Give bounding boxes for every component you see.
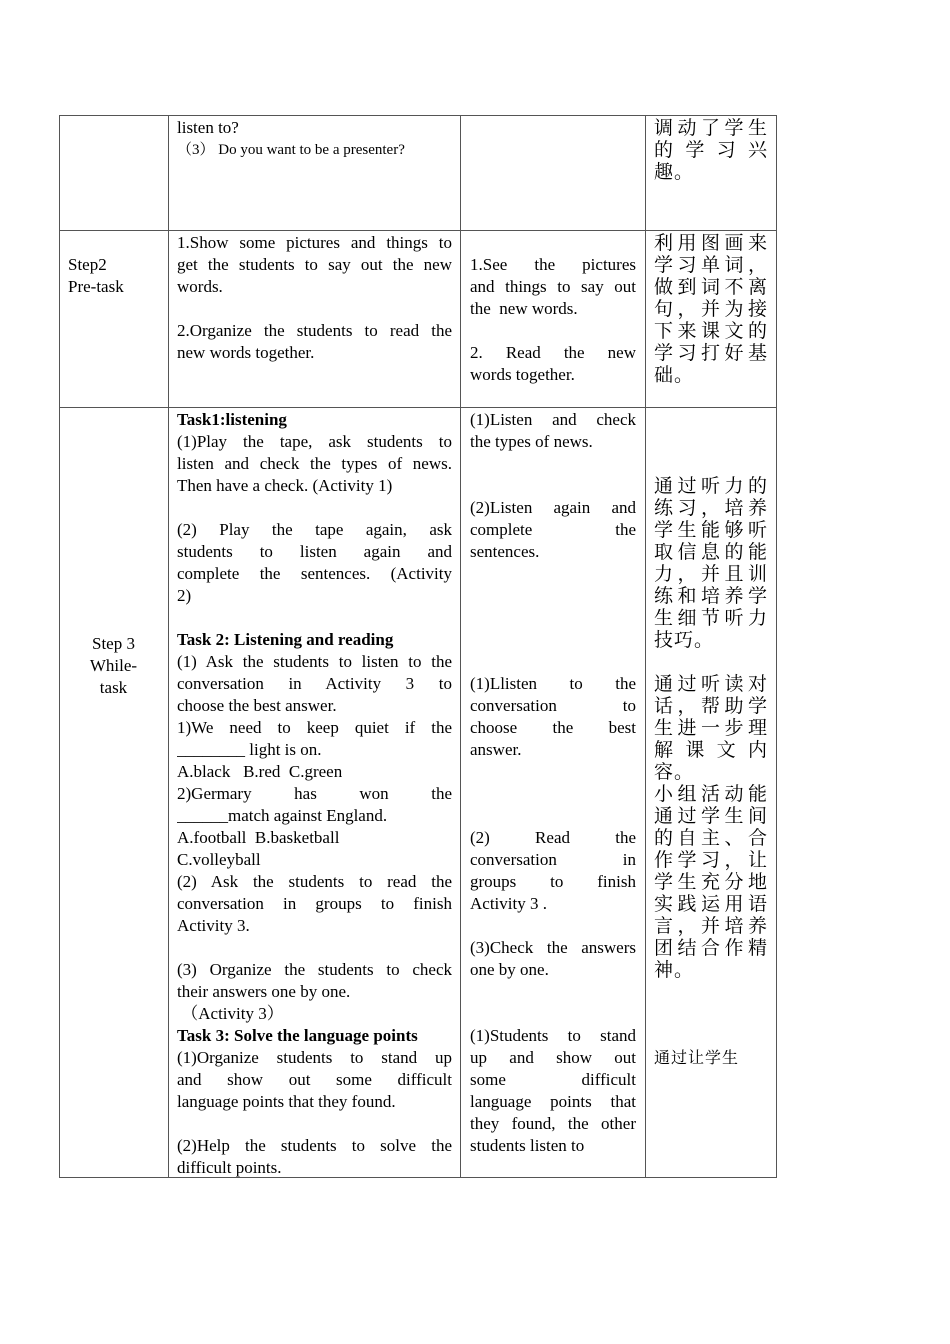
text-line: listen and check the types of news.: [177, 454, 452, 473]
row2-teacher-activity: [177, 232, 452, 364]
text-line: 调动了学生: [654, 117, 768, 139]
row2-purpose: [654, 232, 768, 386]
text-line: Pre-task: [68, 277, 124, 296]
text-line: 2)Germary has won the: [177, 784, 452, 803]
text-line: [470, 981, 636, 1003]
text-line: 生细节听力: [654, 607, 768, 629]
text-line: (3)Check the answers: [470, 938, 636, 957]
text-line: the types of news.: [470, 432, 593, 451]
text-line: [470, 585, 636, 607]
text-line: sentences.: [470, 542, 540, 561]
row1-purpose: [654, 117, 768, 183]
text-line: some difficult: [470, 1070, 636, 1089]
text-line: [470, 1003, 636, 1025]
text-line: 1.Show some pictures and things to: [177, 233, 452, 252]
text-line: get the students to say out the new: [177, 255, 452, 274]
text-line: Task 3: Solve the language points: [177, 1026, 418, 1045]
text-line: 趣。: [654, 161, 695, 183]
text-line: (2)Listen again and: [470, 498, 636, 517]
text-line: Task 2: Listening and reading: [177, 630, 394, 649]
text-line: [177, 937, 452, 959]
text-line: choose the best answer.: [177, 696, 337, 715]
text-line: 的自主、合: [654, 827, 768, 849]
column-divider: [460, 116, 461, 1177]
text-line: 小组活动能: [654, 783, 768, 805]
text-line: 2): [177, 586, 192, 605]
text-line: While-: [89, 656, 138, 675]
text-line: and things to say out: [470, 277, 636, 296]
text-line: students to listen again and: [177, 542, 452, 561]
text-line: 学生能够听: [654, 519, 768, 541]
row-divider: [60, 407, 776, 408]
text-line: [654, 651, 768, 673]
text-line: (3) Organize the students to check: [177, 960, 452, 979]
text-line: （3） Do you want to be a presenter?: [177, 142, 405, 158]
text-line: conversation in: [470, 850, 636, 869]
text-line: [654, 409, 768, 431]
text-line: [470, 629, 636, 651]
text-line: (2) Play the tape again, ask: [177, 520, 452, 539]
text-line: ______match against England.: [177, 806, 388, 825]
text-line: [177, 298, 452, 320]
text-line: 通过学生间: [654, 805, 768, 827]
text-line: complete the: [470, 520, 636, 539]
text-line: Task1:listening: [177, 410, 287, 429]
text-line: (2)Help the students to solve the: [177, 1136, 452, 1155]
text-line: words together.: [470, 365, 575, 384]
text-line: [470, 915, 636, 937]
text-line: 2.Organize the students to read the: [177, 321, 452, 340]
row1-teacher-activity: [177, 117, 452, 161]
text-line: 通过听力的: [654, 475, 768, 497]
text-line: [470, 607, 636, 629]
text-line: answer.: [470, 740, 522, 759]
column-divider: [168, 116, 169, 1177]
text-line: [470, 805, 636, 827]
row2-step-label: [68, 254, 163, 298]
row3-purpose: [654, 409, 768, 1069]
text-line: 练和培养学: [654, 585, 768, 607]
row2-student-activity: [470, 232, 636, 386]
text-line: task: [99, 678, 128, 697]
text-line: (1)Play the tape, ask students to: [177, 432, 452, 451]
text-line: (1)Listen and check: [470, 410, 636, 429]
text-line: complete the sentences. (Activity: [177, 564, 452, 583]
text-line: [177, 497, 452, 519]
text-line: conversation in groups to finish: [177, 894, 452, 913]
text-line: 2. Read the new: [470, 343, 636, 362]
text-line: A.black B.red C.green: [177, 762, 343, 781]
row3-student-activity: [470, 409, 636, 1157]
text-line: ________ light is on.: [177, 740, 322, 759]
column-divider: [645, 116, 646, 1177]
text-line: (1)Organize students to stand up: [177, 1048, 452, 1067]
text-line: 础。: [654, 364, 695, 386]
text-line: A.football B.basketball: [177, 828, 340, 847]
text-line: 1.See the pictures: [470, 255, 636, 274]
text-line: they found, the other: [470, 1114, 636, 1133]
text-line: [177, 607, 452, 629]
row3-teacher-activity: [177, 409, 452, 1179]
text-line: conversation to: [470, 696, 636, 715]
text-line: their answers one by one.: [177, 982, 351, 1001]
text-line: students listen to: [470, 1136, 585, 1155]
text-line: (2) Read the: [470, 828, 636, 847]
text-line: Step2: [68, 255, 107, 274]
text-line: [470, 563, 636, 585]
text-line: [654, 1003, 768, 1025]
text-line: [654, 431, 768, 453]
text-line: 团结合作精: [654, 937, 768, 959]
text-line: 话，帮助学: [654, 695, 768, 717]
text-line: 下来课文的: [654, 320, 768, 342]
text-line: 学生充分地: [654, 871, 768, 893]
text-line: [470, 761, 636, 783]
text-line: difficult points.: [177, 1158, 282, 1177]
text-line: language points that: [470, 1092, 636, 1111]
text-line: 神。: [654, 959, 695, 981]
text-line: one by one.: [470, 960, 549, 979]
text-line: (2) Ask the students to read the: [177, 872, 452, 891]
text-line: conversation in Activity 3 to: [177, 674, 452, 693]
text-line: [177, 1113, 452, 1135]
text-line: 句，并为接: [654, 298, 768, 320]
text-line: listen to?: [177, 118, 239, 137]
row3-step-label: [60, 633, 167, 699]
text-line: Activity 3 .: [470, 894, 547, 913]
text-line: [654, 981, 768, 1003]
row-divider: [60, 230, 776, 231]
text-line: 练习，培养: [654, 497, 768, 519]
text-line: 的 学 习 兴: [654, 139, 768, 161]
text-line: Activity 3.: [177, 916, 250, 935]
text-line: (1) Ask the students to listen to the: [177, 652, 452, 671]
text-line: 做到词不离: [654, 276, 768, 298]
text-line: 通过听读对: [654, 673, 768, 695]
text-line: (1)Llisten to the: [470, 674, 636, 693]
text-line: 容。: [654, 761, 695, 783]
text-line: 1)We need to keep quiet if the: [177, 718, 452, 737]
text-line: 言，并培养: [654, 915, 768, 937]
text-line: C.volleyball: [177, 850, 261, 869]
text-line: 通过让学生: [654, 1048, 740, 1067]
text-line: [470, 651, 636, 673]
text-line: [470, 453, 636, 475]
text-line: words.: [177, 277, 223, 296]
text-line: groups to finish: [470, 872, 636, 891]
text-line: 取信息的能: [654, 541, 768, 563]
text-line: Step 3: [92, 634, 135, 653]
text-line: 生进一步理: [654, 717, 768, 739]
text-line: 解 课 文 内: [654, 739, 768, 761]
text-line: 作学习，让: [654, 849, 768, 871]
text-line: Then have a check. (Activity 1): [177, 476, 393, 495]
text-line: 学习打好基: [654, 342, 768, 364]
text-line: and show out some difficult: [177, 1070, 452, 1089]
text-line: new words together.: [177, 343, 315, 362]
text-line: [654, 453, 768, 475]
text-line: up and show out: [470, 1048, 636, 1067]
text-line: language points that they found.: [177, 1092, 396, 1111]
text-line: [470, 475, 636, 497]
text-line: [470, 232, 636, 254]
text-line: 利用图画来: [654, 232, 768, 254]
text-line: [654, 1025, 768, 1047]
text-line: 学习单词，: [654, 254, 768, 276]
text-line: (1)Students to stand: [470, 1026, 636, 1045]
text-line: choose the best: [470, 718, 636, 737]
text-line: [470, 783, 636, 805]
text-line: 技巧。: [654, 629, 715, 651]
text-line: [470, 320, 636, 342]
text-line: （Activity 3）: [177, 1004, 284, 1023]
text-line: 实践运用语: [654, 893, 768, 915]
text-line: 力，并且训: [654, 563, 768, 585]
text-line: the new words.: [470, 299, 578, 318]
